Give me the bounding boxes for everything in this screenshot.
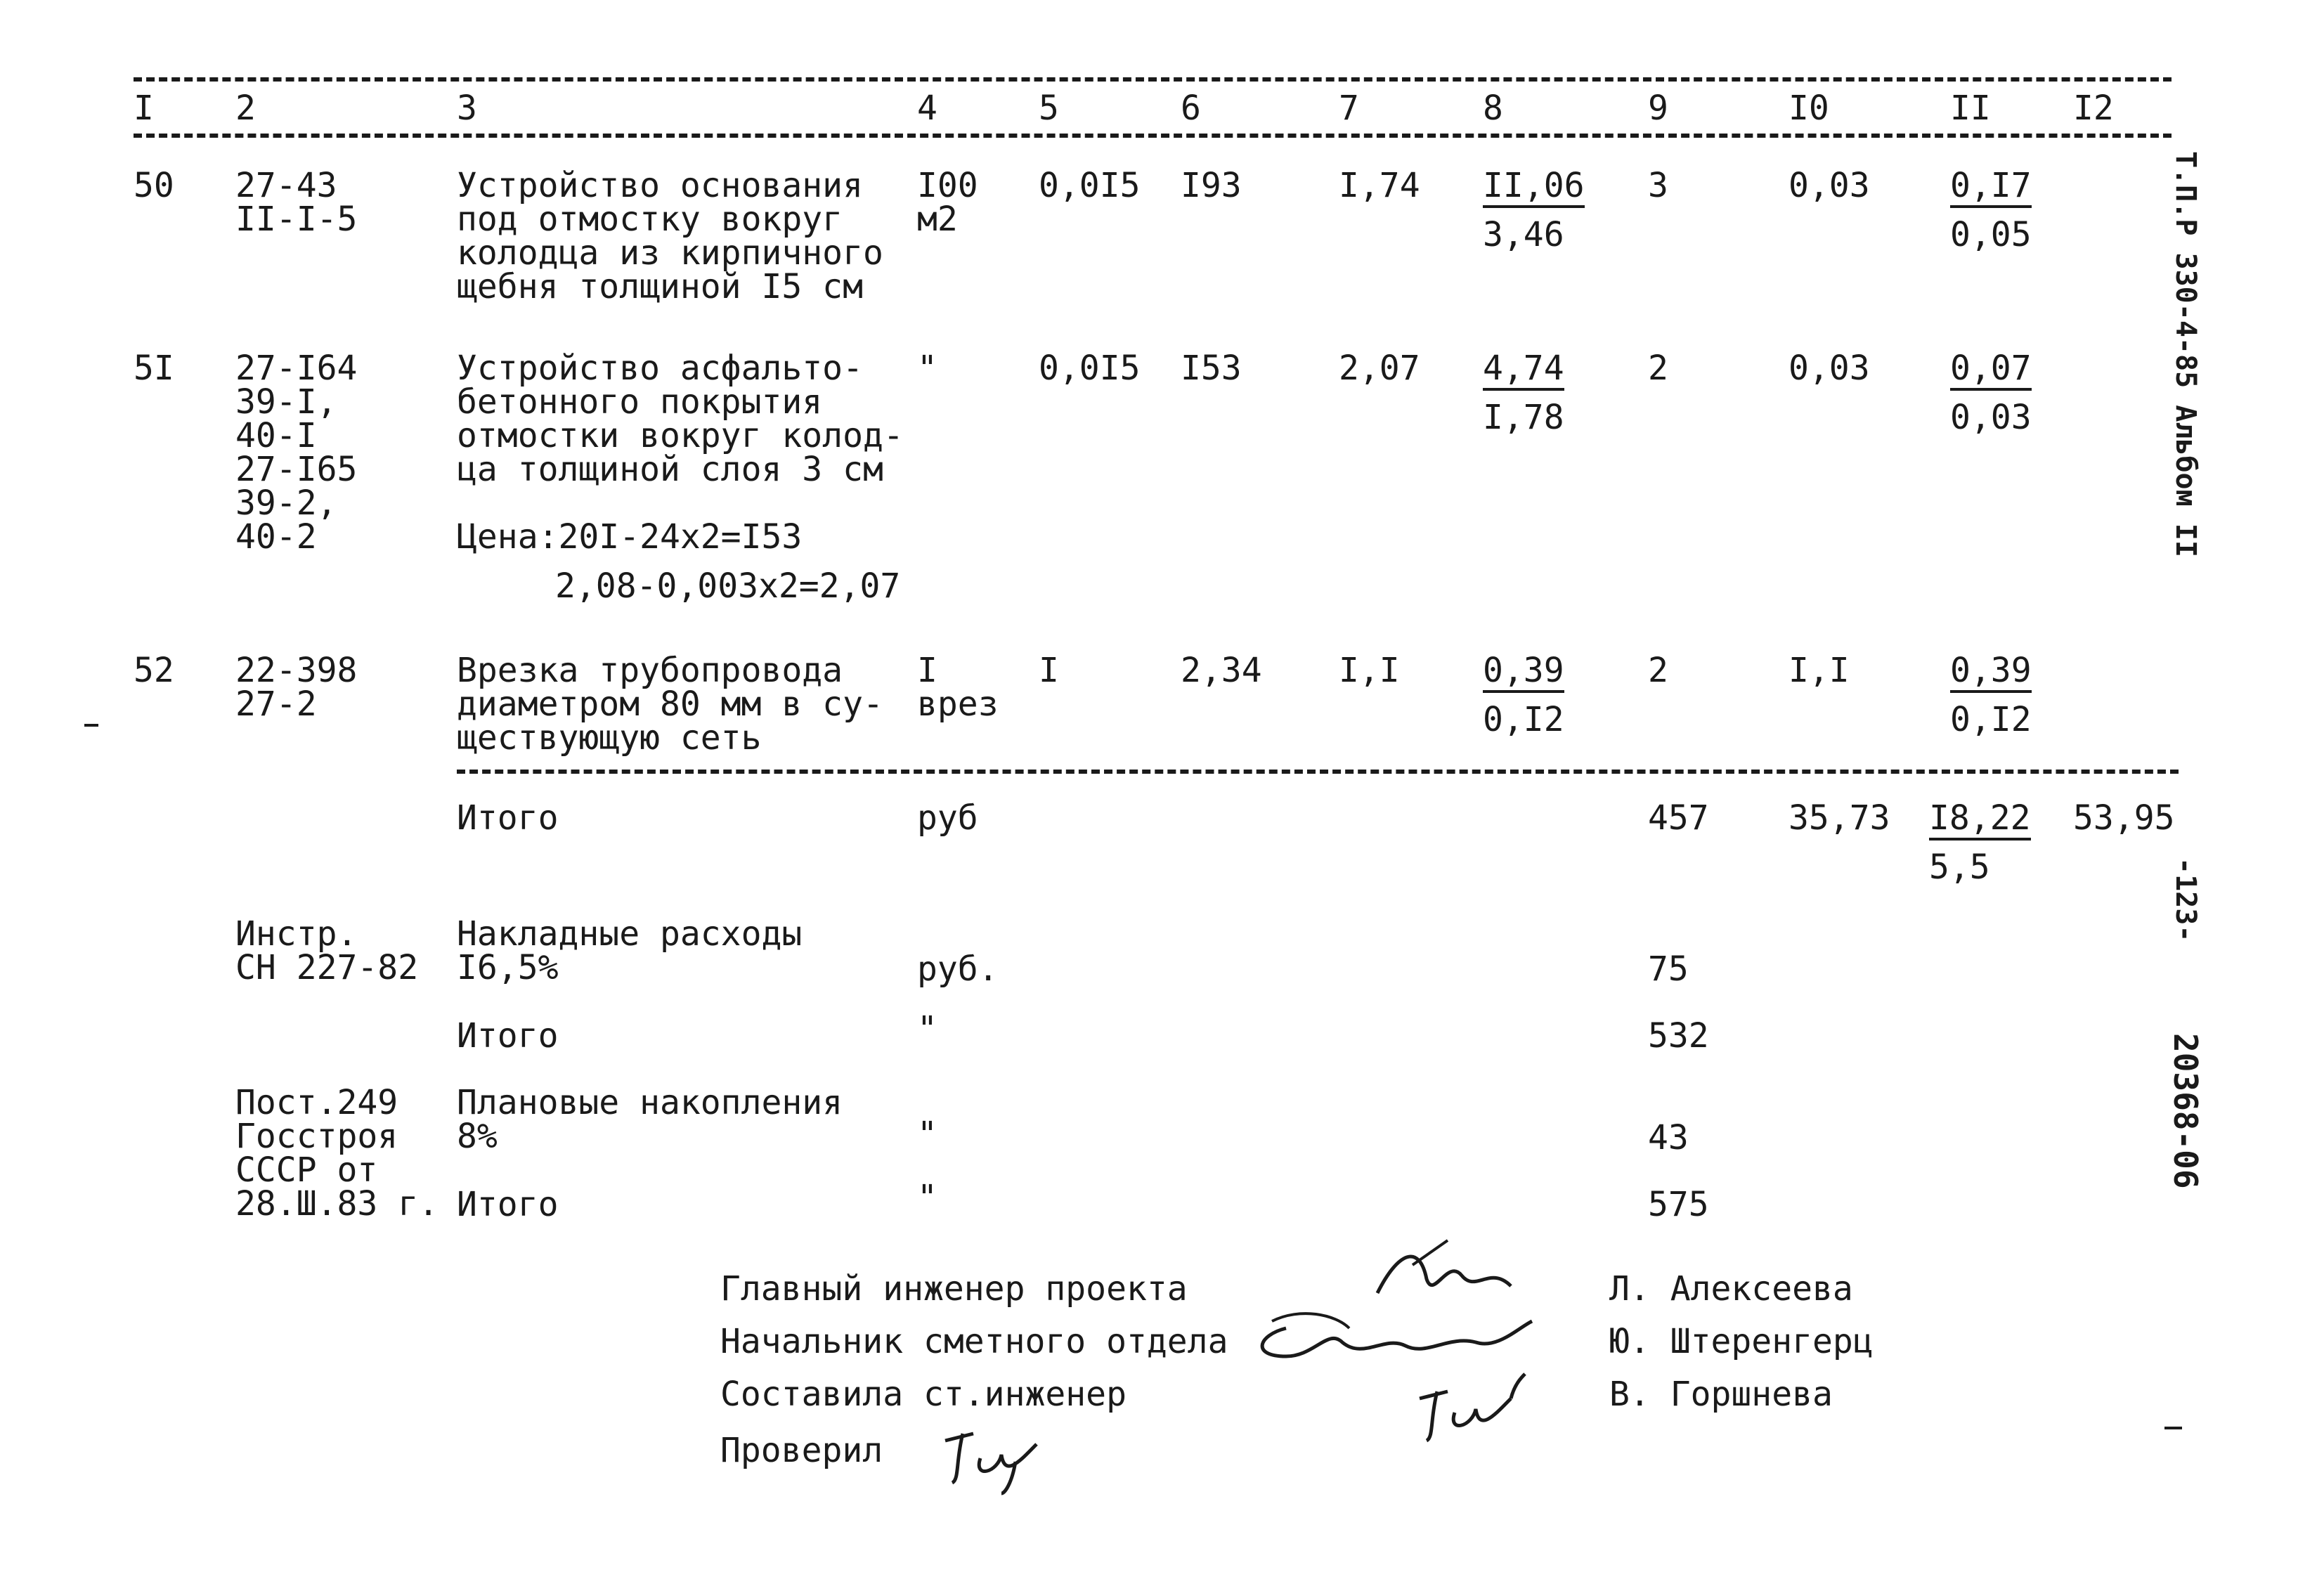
col11-bottom: 0,05 (1950, 215, 2032, 254)
head-of-dept-role: Начальник сметного отдела (720, 1322, 1228, 1361)
chief-engineer-role: Главный инженер проекта (720, 1269, 1188, 1309)
itogo-col12: 53,95 (2073, 798, 2175, 838)
overhead-unit: руб. (917, 949, 999, 989)
col11-top: 0,I7 (1950, 169, 2032, 208)
itogo3-unit: " (917, 1178, 937, 1217)
itogo-label: Итого (457, 798, 559, 838)
plan-label: Плановые накопления 8% (457, 1083, 843, 1156)
itogo-col11-top: I8,22 (1929, 801, 2031, 841)
compiler-name: В. Горшнева (1609, 1375, 1833, 1414)
col8-top: II,06 (1483, 169, 1585, 208)
checker-role: Проверил (720, 1431, 883, 1470)
itogo3-label: Итого (457, 1185, 559, 1224)
work-description: Устройство основания под отмостку вокруг колодца из кирпичного щебня толщиной I5 см (457, 166, 883, 306)
col7-value: 2,07 (1339, 349, 1420, 388)
itogo2-unit: " (917, 1009, 937, 1049)
plan-reference: Пост.249 Госстроя СССР от 28.Ш.83 г. (235, 1083, 439, 1224)
itogo2-col9: 532 (1648, 1016, 1709, 1056)
unit: " (917, 349, 937, 388)
signature-compiler (1406, 1370, 1546, 1451)
col-header-9: 9 (1648, 89, 1668, 128)
itogo-col10: 35,73 (1789, 798, 1890, 838)
price-calc-line-1: Цена:20I-24x2=I53 (457, 517, 803, 557)
margin-tick (2164, 1427, 2182, 1429)
col11-top: 0,39 (1950, 654, 2032, 693)
col-header-12: I2 (2073, 89, 2114, 128)
plan-col9: 43 (1648, 1118, 1689, 1157)
itogo-unit: руб (917, 798, 978, 838)
col8-bottom: 3,46 (1483, 215, 1564, 254)
signature-checker (938, 1420, 1065, 1500)
col-header-5: 5 (1039, 89, 1059, 128)
quantity: 0,0I5 (1039, 166, 1141, 205)
overhead-label: Накладные расходы I6,5% (457, 914, 803, 987)
header-bottom-rule (134, 134, 2172, 138)
unit-price: I93 (1181, 166, 1242, 205)
col9-value: 2 (1648, 651, 1668, 690)
col-header-11: II (1950, 89, 1991, 128)
row-number: 50 (134, 166, 174, 205)
totals-rule (457, 770, 2179, 774)
album-reference: Т.П.Р 330-4-85 Альбом II (2169, 151, 2202, 557)
row-number: 5I (134, 349, 174, 388)
col11-top: 0,07 (1950, 351, 2032, 391)
col8-bottom: 0,I2 (1483, 700, 1564, 739)
norm-code: 27-43 II-I-5 (235, 166, 358, 239)
col-header-3: 3 (457, 89, 477, 128)
overhead-col9: 75 (1648, 949, 1689, 989)
compiler-role: Составила ст.инженер (720, 1375, 1127, 1414)
col10-value: 0,03 (1789, 349, 1870, 388)
overhead-reference: Инстр. СН 227-82 (235, 914, 419, 987)
margin-tick (84, 724, 98, 727)
itogo2-label: Итого (457, 1016, 559, 1056)
work-description: Врезка трубопровода диаметром 80 мм в су- ществующую сеть (457, 651, 883, 758)
itogo-col11-bottom: 5,5 (1929, 848, 1990, 887)
col8-top: 0,39 (1483, 654, 1564, 693)
row-number: 52 (134, 651, 174, 690)
col10-value: 0,03 (1789, 166, 1870, 205)
col9-value: 2 (1648, 349, 1668, 388)
col8-top: 4,74 (1483, 351, 1564, 391)
col11-bottom: 0,I2 (1950, 700, 2032, 739)
norm-code: 27-I64 39-I, 40-I 27-I65 39-2, 40-2 (235, 349, 358, 557)
quantity: 0,0I5 (1039, 349, 1141, 388)
work-description: Устройство асфальто- бетонного покрытия отмостки вокруг колод- ца толщиной слоя 3 см (457, 349, 904, 489)
itogo3-col9: 575 (1648, 1185, 1709, 1224)
col-header-1: I (134, 89, 154, 128)
document-code: 20368-06 (2167, 1033, 2205, 1189)
unit: I00 м2 (917, 166, 978, 239)
header-top-rule (134, 77, 2172, 82)
unit-price: I53 (1181, 349, 1242, 388)
col-header-2: 2 (235, 89, 256, 128)
price-calc-line-2: 2,08-0,003x2=2,07 (555, 566, 901, 606)
col8-bottom: I,78 (1483, 398, 1564, 437)
col11-bottom: 0,03 (1950, 398, 2032, 437)
plan-unit: " (917, 1115, 937, 1154)
col10-value: I,I (1789, 651, 1850, 690)
signature-head (1244, 1300, 1539, 1380)
col-header-8: 8 (1483, 89, 1503, 128)
col9-value: 3 (1648, 166, 1668, 205)
head-of-dept-name: Ю. Штеренгерц (1609, 1322, 1874, 1361)
col-header-7: 7 (1339, 89, 1359, 128)
page-number: -123- (2169, 857, 2202, 942)
itogo-col9: 457 (1648, 798, 1709, 838)
col7-value: I,74 (1339, 166, 1420, 205)
quantity: I (1039, 651, 1059, 690)
col-header-4: 4 (917, 89, 937, 128)
col-header-10: I0 (1789, 89, 1829, 128)
unit: I врез (917, 651, 999, 724)
chief-engineer-name: Л. Алексеева (1609, 1269, 1853, 1309)
col7-value: I,I (1339, 651, 1400, 690)
col-header-6: 6 (1181, 89, 1201, 128)
unit-price: 2,34 (1181, 651, 1262, 690)
norm-code: 22-398 27-2 (235, 651, 358, 724)
